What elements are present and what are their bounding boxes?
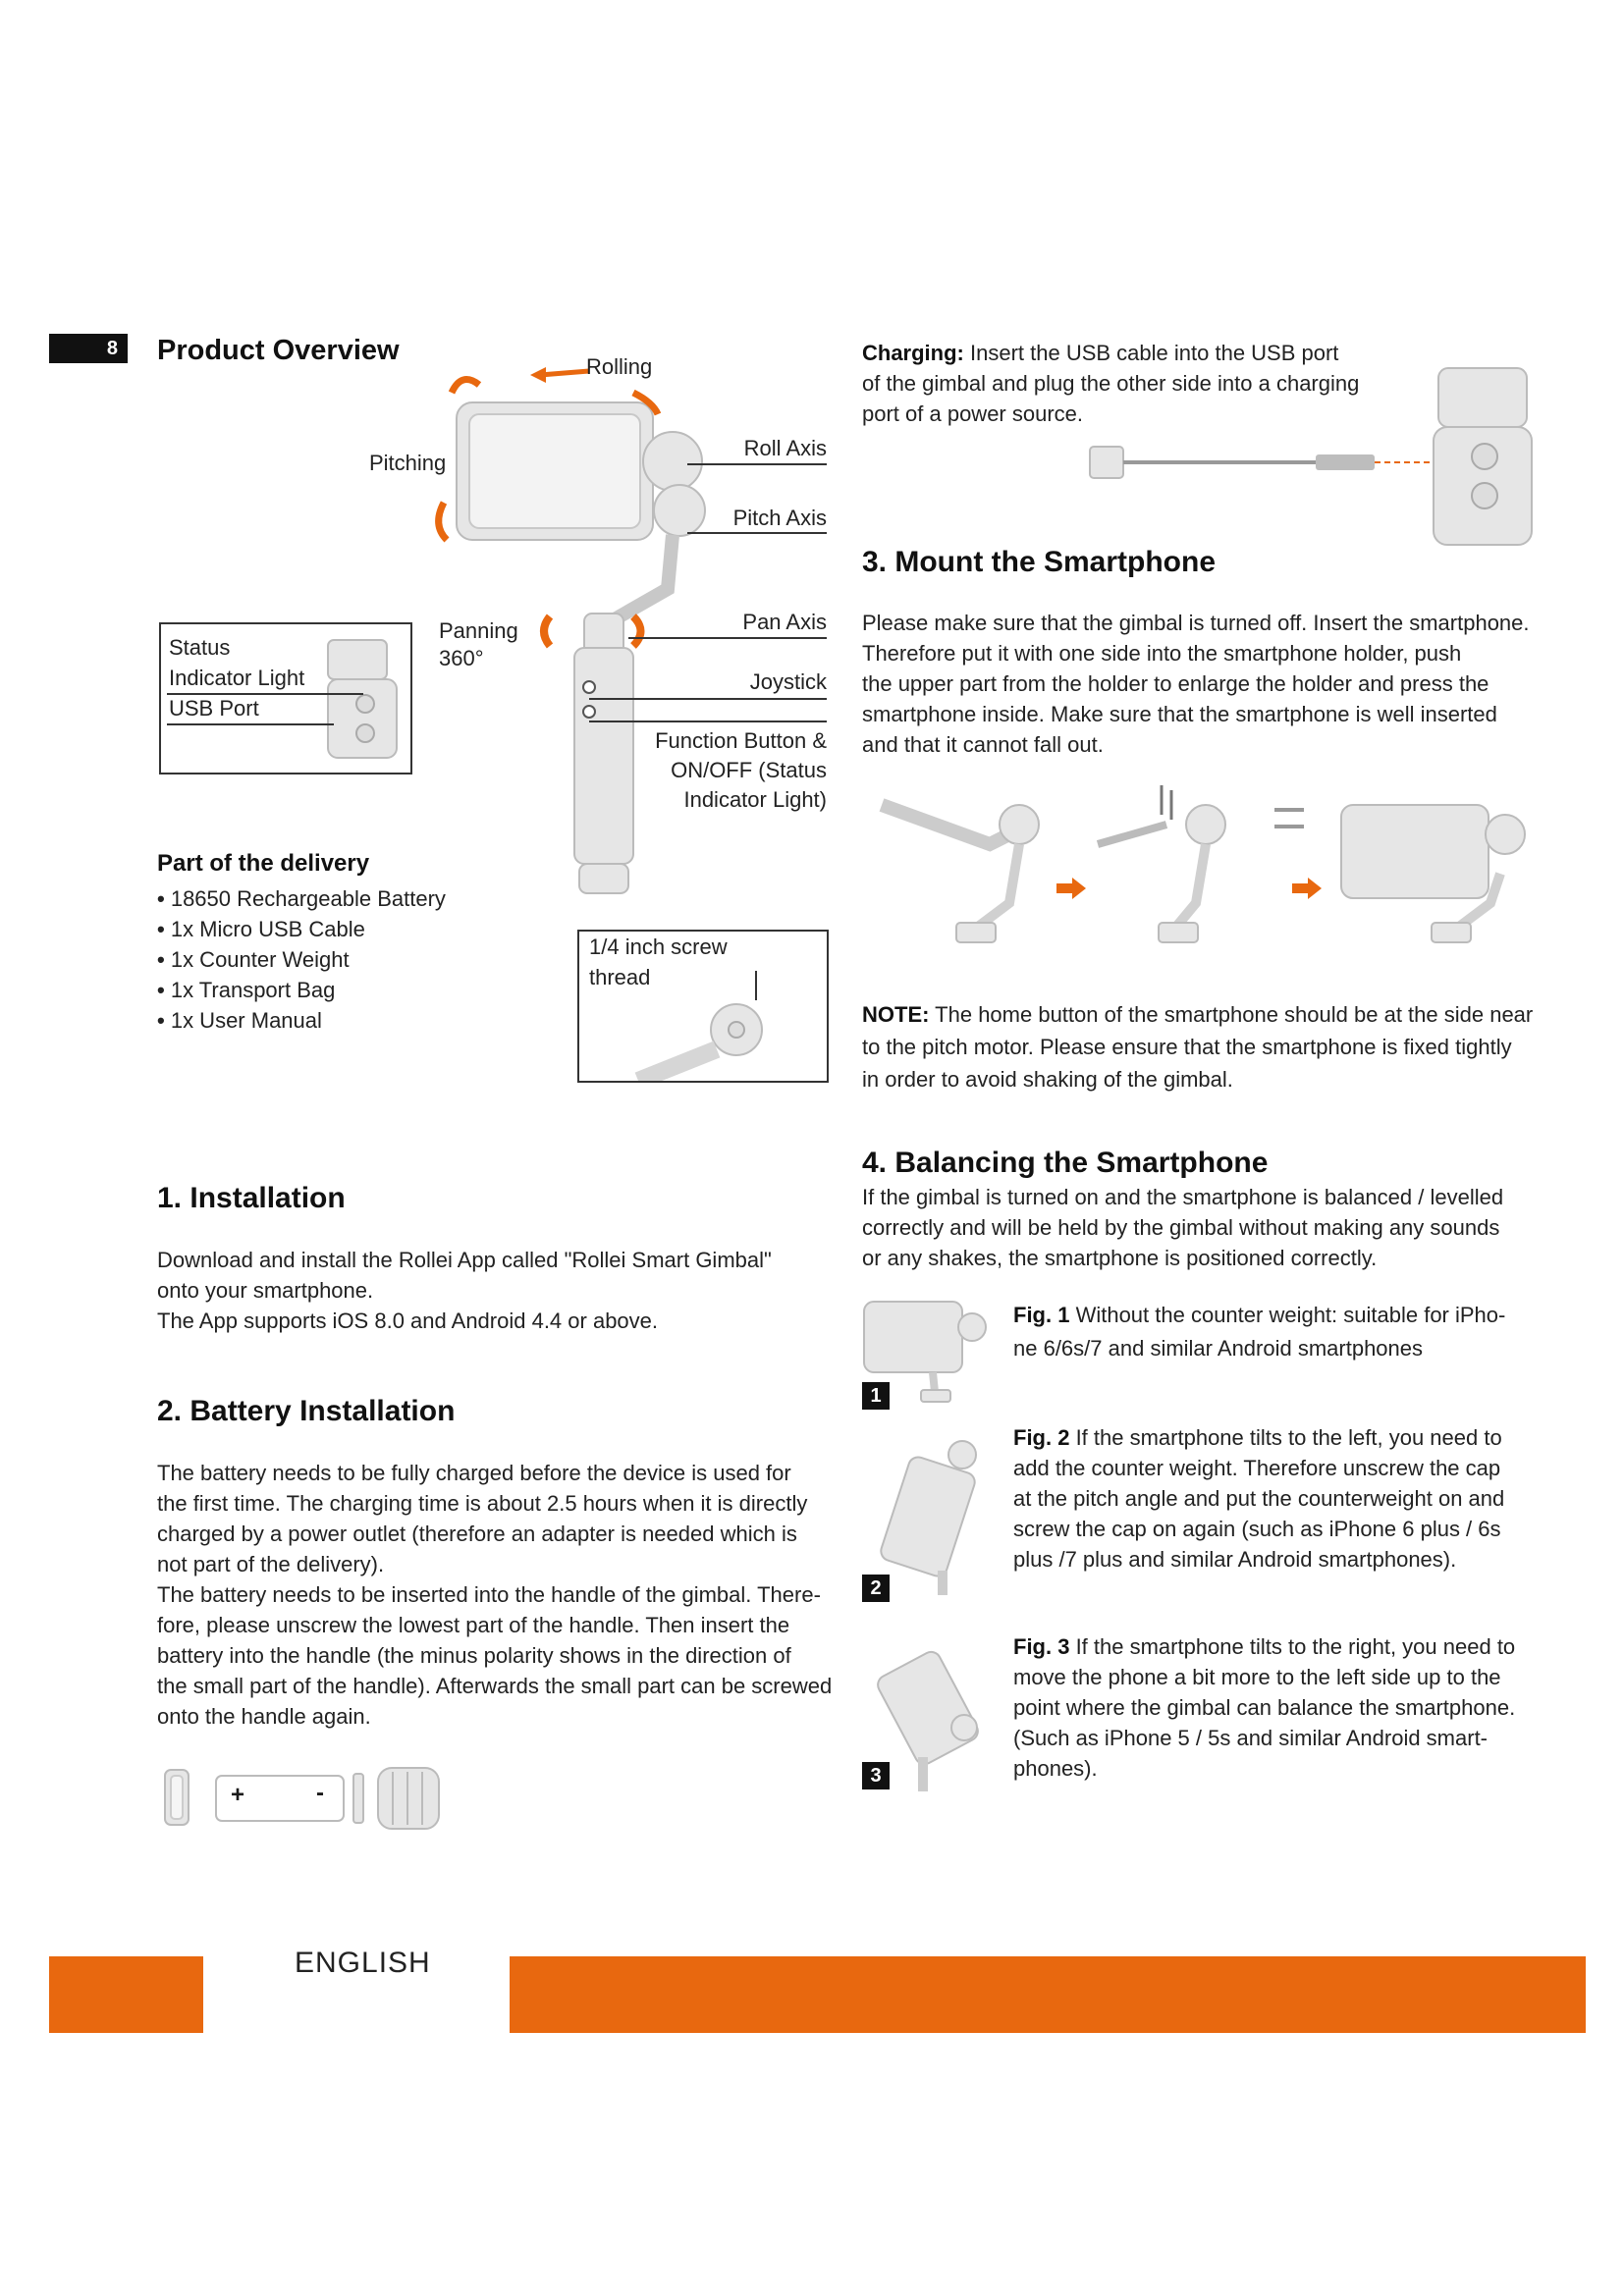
fig2-label: Fig. 2	[1013, 1425, 1070, 1450]
installation-title: 1. Installation	[157, 1182, 346, 1214]
page-number: 8	[49, 334, 128, 363]
delivery-item: • 1x Micro USB Cable	[157, 914, 446, 944]
fig1-caption	[1013, 1299, 1505, 1365]
status-callout-box	[159, 622, 412, 774]
roll-axis-leader	[687, 463, 827, 465]
note-body: The home button of the smartphone should be at the side near to the pitch motor. Please ensure that the smartphone is fixed tightly in order to avoid shaking of the gimbal.	[862, 1002, 1534, 1092]
indicator-light-label: Indicator Light	[169, 666, 305, 690]
joystick-leader	[589, 698, 827, 700]
pitch-axis-leader	[687, 532, 827, 534]
function-button-leader	[589, 721, 827, 722]
product-overview-title: Product Overview	[157, 335, 400, 366]
usb-leader	[167, 723, 334, 725]
function-button-label: Function Button & ON/OFF (Status Indicator Light)	[655, 728, 827, 812]
delivery-item: • 18650 Rechargeable Battery	[157, 883, 446, 914]
fig2-text: If the smartphone tilts to the left, you need to add the counter weight. Therefore unscrew the cap at the pitch angle and put the counterweight on and screw the cap on again (such as iPhone 6 plus / 6s plus /7 plus and similar Android smartphones).	[1013, 1425, 1505, 1572]
fig2-badge: 2	[862, 1575, 890, 1602]
fig1-badge: 1	[862, 1382, 890, 1410]
battery-text: The battery needs to be fully charged before the device is used for the first time. The charging time is about 2.5 hours when it is directly charged by a power outlet (therefore an adapter is needed which is not part of the delivery). The battery needs to be inserted into the handle of the gimbal. There- fore, please unscrew the lowest part of the handle. Then insert the battery into the handle (the minus polarity shows in the direction of the small part of the handle). Afterwards the small part can be screwed onto the handle again.	[157, 1461, 833, 1729]
pitch-axis-label: Pitch Axis	[732, 506, 827, 530]
delivery-item: • 1x Transport Bag	[157, 975, 446, 1005]
usb-port-label: USB Port	[169, 696, 259, 721]
rolling-label: Rolling	[586, 354, 653, 379]
delivery-item: • 1x User Manual	[157, 1005, 446, 1036]
footer-bar-right	[510, 1956, 1586, 2033]
fig2-illustration	[874, 1433, 992, 1600]
screw-thread-illustration	[619, 961, 815, 1081]
fig2-caption	[1013, 1422, 1504, 1575]
fig1-label: Fig. 1	[1013, 1303, 1070, 1327]
fig3-badge: 3	[862, 1762, 890, 1789]
battery-illustration	[157, 1764, 452, 1833]
panning-label: Panning 360°	[439, 618, 518, 670]
delivery-list	[157, 883, 446, 1036]
fig3-illustration	[874, 1629, 992, 1796]
installation-text: Download and install the Rollei App called "Rollei Smart Gimbal" onto your smartphone. The App supports iOS 8.0 and Android 4.4 or above.	[157, 1248, 772, 1333]
pan-axis-leader	[628, 637, 827, 639]
battery-plus-sign: +	[231, 1782, 245, 1808]
charging-label: Charging:	[862, 341, 964, 365]
pan-axis-label: Pan Axis	[742, 610, 827, 634]
balancing-title: 4. Balancing the Smartphone	[862, 1147, 1269, 1179]
roll-axis-label: Roll Axis	[743, 436, 827, 460]
mount-steps-illustration	[872, 785, 1540, 952]
charging-illustration	[1080, 358, 1542, 555]
pitching-label: Pitching	[369, 451, 447, 475]
screw-thread-box	[577, 930, 829, 1083]
fig1-text: Without the counter weight: suitable for iPho- ne 6/6s/7 and similar Android smartphones	[1013, 1303, 1506, 1361]
footer-bar-left	[49, 1956, 203, 2033]
note-label: NOTE:	[862, 1002, 930, 1027]
mount-note	[862, 998, 1533, 1095]
mount-title: 3. Mount the Smartphone	[862, 546, 1216, 578]
delivery-title: Part of the delivery	[157, 850, 370, 877]
battery-title: 2. Battery Installation	[157, 1395, 456, 1427]
mount-text: Please make sure that the gimbal is turned off. Insert the smartphone. Therefore put it with one side into the smartphone holder, push the upper part from the holder to enlarge the holder and press the smartphone inside. Make sure that the smartphone is well inserted and that it cannot fall out.	[862, 611, 1530, 757]
status-label: Status	[169, 635, 231, 660]
fig3-label: Fig. 3	[1013, 1634, 1070, 1659]
fig3-text: If the smartphone tilts to the right, you need to move the phone a bit more to the left side up to the point where the gimbal can balance the smartphone. (Such as iPhone 5 / 5s and similar Android smart- phones).	[1013, 1634, 1516, 1781]
footer-language: ENGLISH	[295, 1947, 431, 1979]
screw-thread-label: 1/4 inch screw thread	[589, 934, 728, 989]
handle-closeup-illustration	[308, 630, 406, 768]
battery-minus-sign: -	[316, 1780, 324, 1806]
fig3-caption	[1013, 1631, 1515, 1784]
balancing-text: If the gimbal is turned on and the smartphone is balanced / levelled correctly and will be held by the gimbal without making any sounds or any shakes, the smartphone is positioned correctly.	[862, 1185, 1504, 1270]
joystick-label: Joystick	[749, 669, 827, 694]
delivery-item: • 1x Counter Weight	[157, 944, 446, 975]
charging-body: Insert the USB cable into the USB port of the gimbal and plug the other side into a charging port of a power source.	[862, 341, 1360, 426]
